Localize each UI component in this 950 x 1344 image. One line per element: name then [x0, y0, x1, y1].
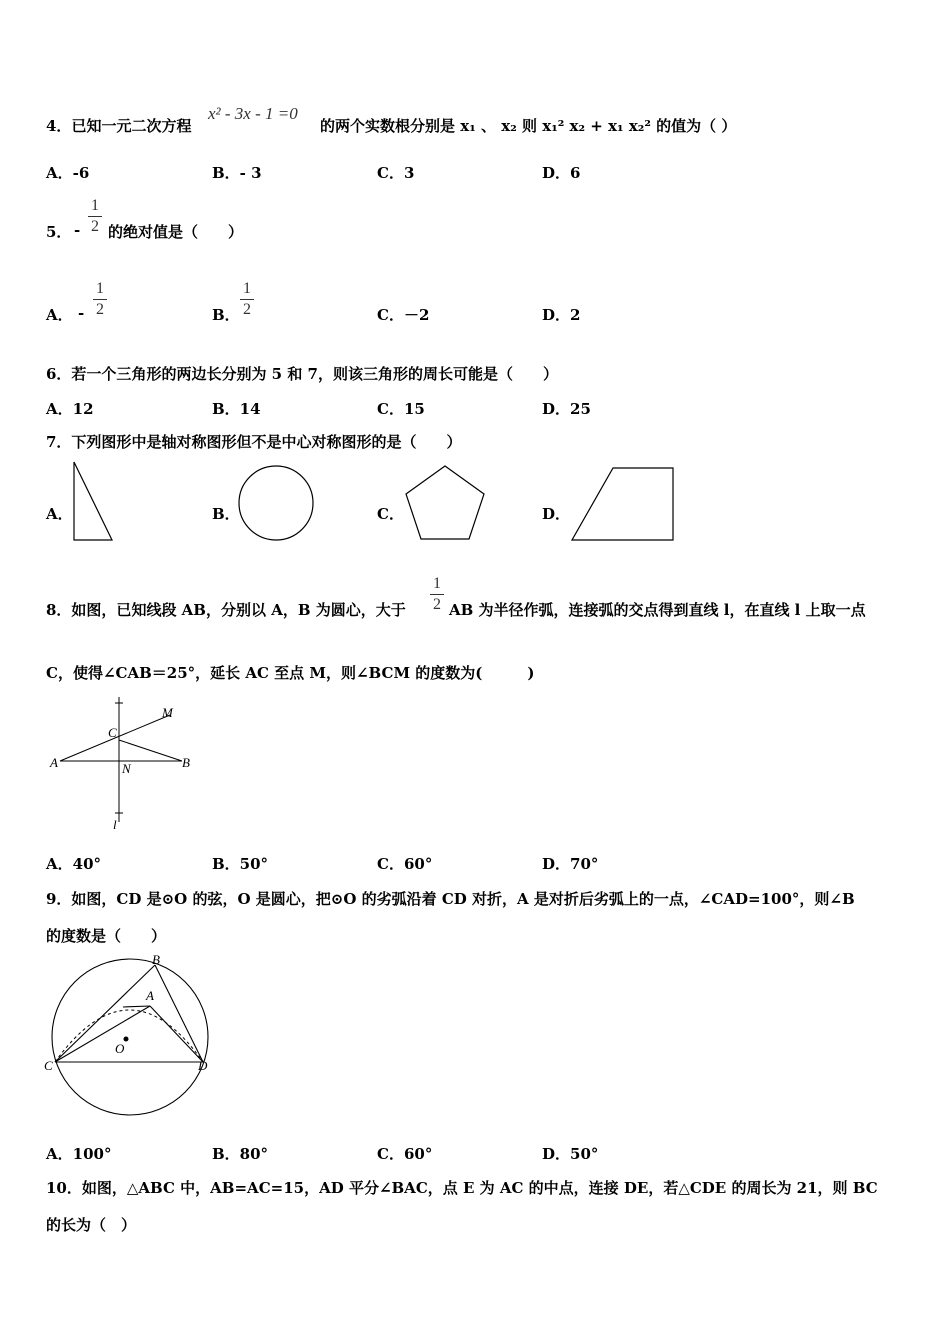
q7-right-triangle-shape	[74, 462, 112, 540]
q6-option-d: D．25	[542, 400, 591, 418]
q5-option-d: D．2	[542, 306, 581, 324]
q6-stem: 6．若一个三角形的两边长分别为 5 和 7，则该三角形的周长可能是（ ）	[46, 365, 558, 383]
q8-line1-pre: 8．如图，已知线段 AB，分别以 A，B 为圆心，大于	[46, 601, 406, 619]
q5-option-b-den: 2	[243, 301, 251, 318]
q8-line2: C，使得∠CAB＝25°，延长 AC 至点 M，则∠BCM 的度数为( )	[46, 664, 535, 682]
q9-line2: 的度数是（ ）	[46, 927, 167, 945]
q9-label-b: B	[152, 952, 160, 967]
q9-option-c: C．60°	[377, 1145, 433, 1163]
q4-option-b: B．- 3	[212, 164, 262, 182]
q8-line1-post: AB 为半径作弧，连接弧的交点得到直线 l，在直线 l 上取一点	[449, 601, 866, 619]
q5-frac-den: 2	[91, 218, 99, 235]
q8-label-b: B	[182, 755, 190, 770]
q5-frac-num: 1	[91, 197, 99, 214]
q9-figure	[40, 950, 220, 1120]
q4-option-d: D．6	[542, 164, 581, 182]
q4-expression: x₁² x₂ + x₁ x₂²	[542, 117, 651, 135]
q8-label-l: l	[113, 817, 117, 832]
q9-segment-cb	[55, 965, 155, 1062]
q9-label-d: D	[198, 1058, 208, 1073]
q7-trapezoid-shape	[572, 468, 673, 540]
q8-option-b: B．50°	[212, 855, 269, 873]
q5-option-c: C．－2	[377, 306, 430, 324]
q5-option-b-label: B．	[212, 306, 240, 324]
q4-x2: x₂	[501, 117, 517, 135]
q8-option-a: A．40°	[46, 855, 102, 873]
q5-option-a-sign: -	[78, 304, 85, 322]
q5-text: 的绝对值是（ ）	[108, 223, 244, 241]
q4-equation: x² - 3x - 1 =0	[208, 104, 298, 123]
q4-option-c: C．3	[377, 164, 415, 182]
q6-option-a: A．12	[46, 400, 94, 418]
q7-option-d: D．	[542, 505, 571, 523]
q5-number: 5．	[46, 223, 72, 241]
q4-then: 则	[522, 117, 538, 135]
q4-text-mid: 的两个实数根分别是	[320, 117, 456, 135]
q8-segment-cb	[119, 740, 182, 761]
q4-text-pre: 已知一元二次方程	[71, 117, 192, 135]
q5-sign: -	[74, 221, 81, 239]
q8-frac-num: 1	[433, 575, 441, 592]
q9-segment-ca	[55, 1006, 150, 1062]
q4-option-a: A．-6	[46, 164, 90, 182]
q6-option-c: C．15	[377, 400, 425, 418]
q8-label-a: A	[50, 755, 58, 770]
q9-segment-ad	[150, 1006, 203, 1062]
q9-segment-ad2	[123, 1006, 150, 1007]
q4-text-post: 的值为（ ）	[656, 117, 737, 135]
q7-pentagon-shape	[406, 466, 484, 539]
q5-option-b-num: 1	[243, 280, 251, 297]
q9-label-c: C	[44, 1058, 53, 1073]
q9-label-a: A	[146, 988, 154, 1003]
q7-option-a: A．	[46, 505, 73, 523]
q7-stem: 7．下列图形中是轴对称图形但不是中心对称图形的是（ ）	[46, 433, 462, 451]
q6-option-b: B．14	[212, 400, 261, 418]
q8-figure	[40, 695, 210, 835]
q7-option-c: C．	[377, 505, 404, 523]
q10-line1: 10．如图，△ABC 中，AB=AC=15，AD 平分∠BAC，点 E 为 AC 的中点，连接 DE，若△CDE 的周长为 21，则 BC	[46, 1179, 878, 1197]
q8-option-c: C．60°	[377, 855, 433, 873]
q8-label-n: N	[122, 761, 131, 776]
q5-option-a-num: 1	[96, 280, 104, 297]
q8-fraction	[430, 575, 444, 614]
q9-option-d: D．50°	[542, 1145, 599, 1163]
q9-segment-bd	[155, 965, 203, 1062]
q9-line1: 9．如图，CD 是⊙O 的弦，O 是圆心，把⊙O 的劣弧沿着 CD 对折，A 是对折后劣弧上的一点，∠CAD=100°，则∠B	[46, 890, 855, 908]
q8-frac-den: 2	[433, 596, 441, 613]
q5-option-a-den: 2	[96, 301, 104, 318]
q8-option-d: D．70°	[542, 855, 599, 873]
q4-number: 4．	[46, 117, 72, 135]
q9-option-a: A．100°	[46, 1145, 112, 1163]
q9-label-o: O	[115, 1041, 125, 1056]
q9-option-b: B．80°	[212, 1145, 269, 1163]
q10-line2: 的长为（ ）	[46, 1216, 137, 1234]
q7-circle-shape	[239, 466, 313, 540]
q4-sep: 、	[481, 117, 497, 135]
q5-option-a-label: A．	[46, 306, 73, 324]
q4-x1: x₁	[460, 117, 476, 135]
q8-label-c: C	[108, 725, 117, 740]
q7-figures	[0, 0, 950, 560]
q7-option-b: B．	[212, 505, 240, 523]
q8-label-m: M	[162, 705, 173, 720]
